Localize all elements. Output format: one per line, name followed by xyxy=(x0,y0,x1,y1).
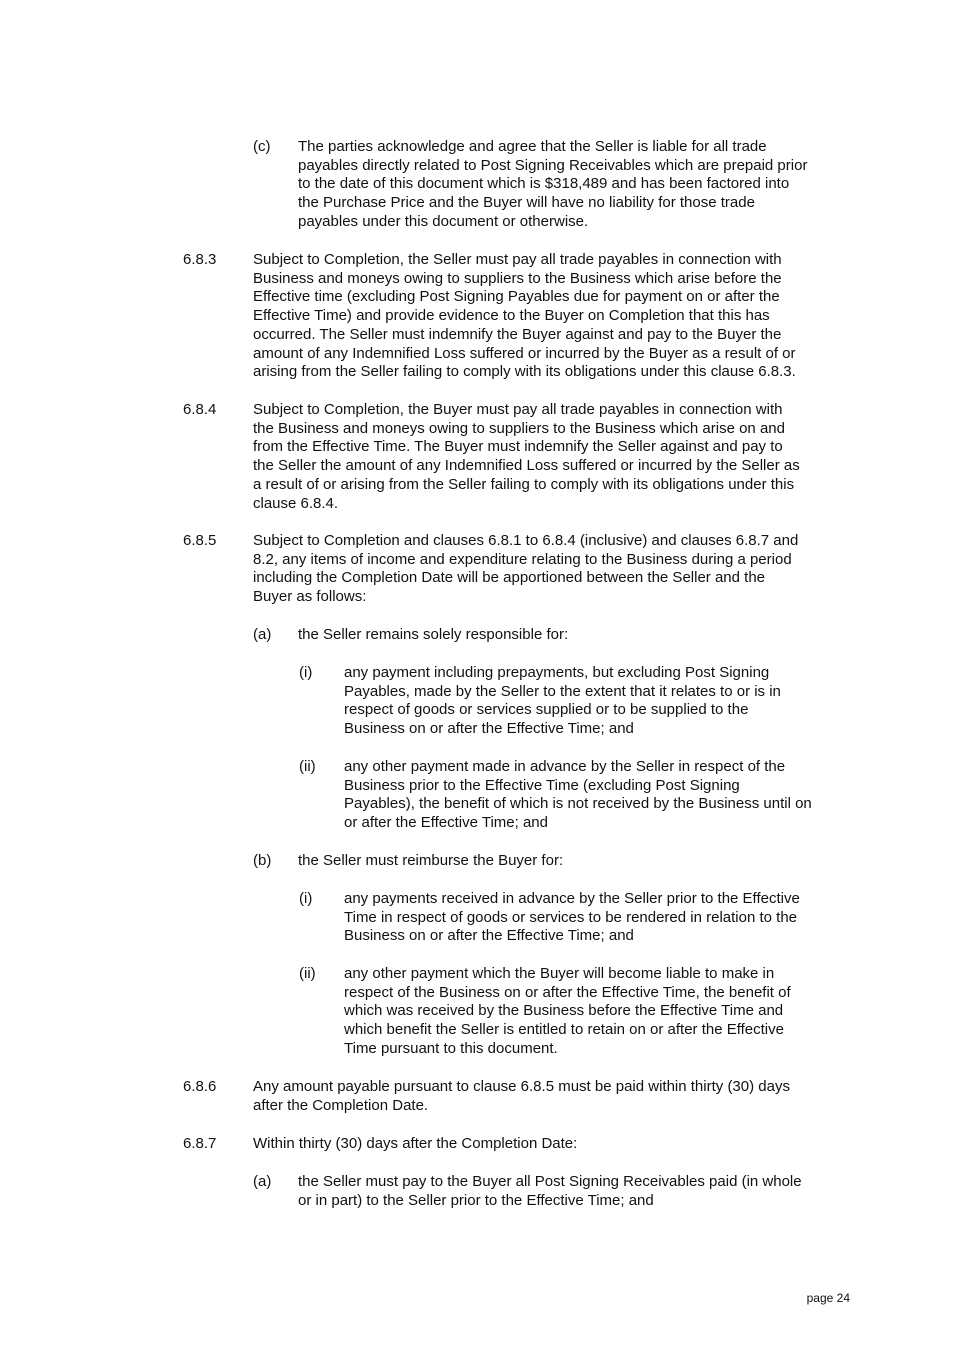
clause-text: Subject to Completion and clauses 6.8.1 to 6.8.4 (inclusive) and clauses 6.8.7 and 8.2, any items of income and expenditure relating to the Business during a period including the Completion Date will be apportioned between the Seller and the Buyer as follows: xyxy=(253,532,799,606)
page-number: page 24 xyxy=(806,1291,850,1305)
clause-text: Subject to Completion, the Buyer must pay all trade payables in connection with the Business and moneys owing to suppliers to the Business which arise on and from the Effective Time. The Buyer must indemnify the Seller against and pay to the Seller the amount of any Indemnified Loss suffered or incurred by the Seller as a result of or arising from the Seller failing to comply with its obligations under this clause 6.8.4. xyxy=(253,401,800,512)
clause-text: the Seller remains solely responsible for: xyxy=(298,626,569,643)
clause-text: Subject to Completion, the Seller must pay all trade payables in connection with Business and moneys owing to suppliers to the Business which arise before the Effective time (excluding Post Signing Payables due for payment on or after the Effective Time) and provide evidence to the Buyer on Completion that this has occurred. The Seller must indemnify the Buyer against and pay to the Buyer the amount of any Indemnified Loss suffered or incurred by the Buyer as a result of or arising from the Seller failing to comply with its obligations under this clause 6.8.3. xyxy=(253,251,796,381)
clause-text: any payment including prepayments, but excluding Post Signing Payables, made by the Seller to the extent that it relates to or is in respect of goods or services supplied or to be supplied to the Business on or after the Effective Time; and xyxy=(344,664,781,738)
clause-number: 6.8.3 xyxy=(183,251,217,268)
clause-number: 6.8.6 xyxy=(183,1078,217,1095)
clause-label: (a) xyxy=(253,1173,272,1190)
clause-label: (ii) xyxy=(299,758,316,775)
clause-label: (c) xyxy=(253,138,271,155)
clause-text: any other payment which the Buyer will become liable to make in respect of the Business on or after the Effective Time, the benefit of which was received by the Business before the Effective Time and which benefit the Seller is entitled to retain on or after the Effective Time pursuant to this document. xyxy=(344,965,791,1057)
clause-text: the Seller must pay to the Buyer all Post Signing Receivables paid (in whole or in part) to the Seller prior to the Effective Time; and xyxy=(298,1173,802,1209)
clause-text: any other payment made in advance by the Seller in respect of the Business prior to the Effective Time (excluding Post Signing Payables), the benefit of which is not received by the Business until on or after the Effective Time; and xyxy=(344,758,812,832)
clause-text: Within thirty (30) days after the Completion Date: xyxy=(253,1135,578,1152)
clause-number: 6.8.7 xyxy=(183,1135,217,1152)
clause-number: 6.8.5 xyxy=(183,532,217,549)
clause-text: Any amount payable pursuant to clause 6.8.5 must be paid within thirty (30) days after the Completion Date. xyxy=(253,1078,790,1114)
clause-label: (ii) xyxy=(299,965,316,982)
clause-label: (i) xyxy=(299,890,313,907)
clause-label: (a) xyxy=(253,626,272,643)
clause-text: the Seller must reimburse the Buyer for: xyxy=(298,852,564,869)
clause-number: 6.8.4 xyxy=(183,401,217,418)
clause-text: The parties acknowledge and agree that the Seller is liable for all trade payables directly related to Post Signing Receivables which are prepaid prior to the date of this document which is $318,489 and has been factored into the Purchase Price and the Buyer will have no liability for those trade payables under this document or otherwise. xyxy=(298,138,808,230)
clause-label: (i) xyxy=(299,664,313,681)
clause-label: (b) xyxy=(253,852,272,869)
clause-text: any payments received in advance by the Seller prior to the Effective Time in respect of goods or services to be rendered in relation to the Business on or after the Effective Time; and xyxy=(344,890,800,945)
